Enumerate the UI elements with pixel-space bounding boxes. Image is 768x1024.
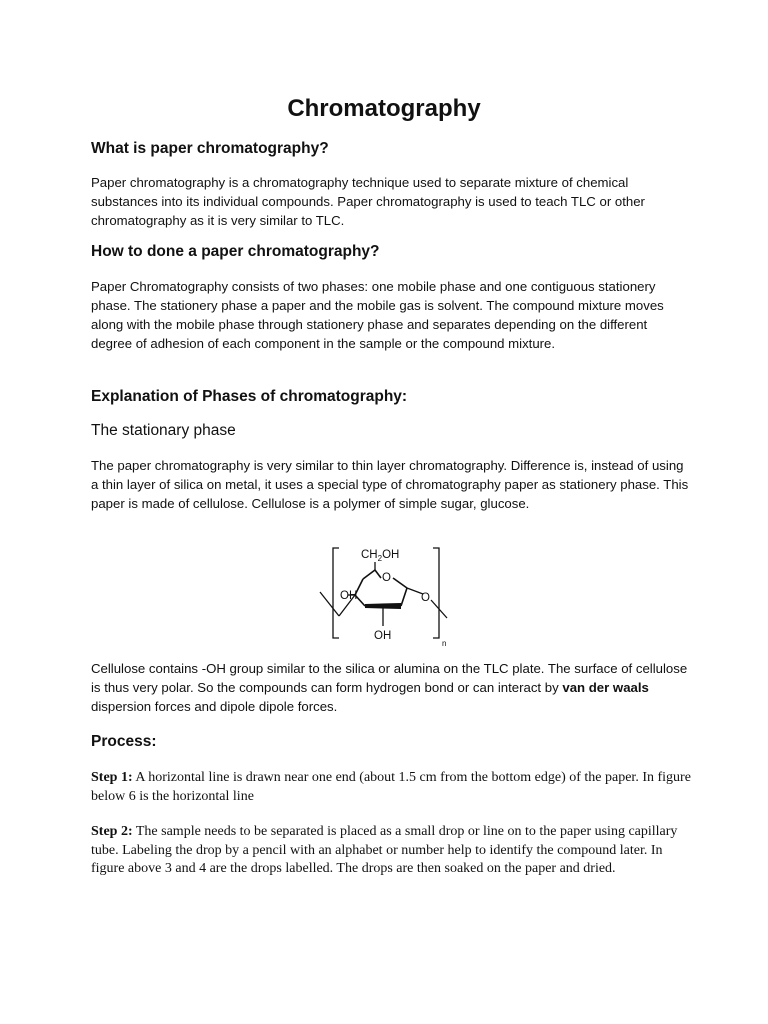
step-2-label: Step 2: [91,824,133,839]
paragraph-what-is: Paper chromatography is a chromatography technique used to separate mixture of chemical substances into its individual compounds. Paper chromatography is used to teach TLC or other chromatography as it is very similar to TLC. [91,175,645,228]
heading-how-to: How to done a paper chromatography? [91,243,380,260]
oh-left-label: OH [340,590,358,602]
step-2-paragraph: Step 2: The sample needs to be separated is placed as a small drop or line on to the paper using capillary tube. Labeling the drop by a pencil with an alphabet or number help to identify the compound later. In figure above 3 and 4 are the drops labelled. The drops are then soaked on the paper and dried. [91,824,678,876]
step-1-label: Step 1: [91,770,133,785]
cellulose-structure-figure [315,540,455,650]
van-der-waals-bold: van der waals [562,680,649,695]
svg-text:CH2OH [361,549,399,563]
page-title: Chromatography [287,95,481,122]
paragraph-how-to: Paper Chromatography consists of two phases: one mobile phase and one contiguous stationery phase. The stationery phase a paper and the mobile gas is solvent. The compound mixture moves along with the mobile phase through stationery phase and separates depending on the different degree of adhesion of each component in the sample or the compound mixture. [91,279,664,351]
heading-explanation: Explanation of Phases of chromatography: [91,388,408,405]
paragraph-stationary-phase: The paper chromatography is very similar to thin layer chromatography. Difference is, instead of using a thin layer of silica on metal, it uses a special type of chromatography paper as stationery phase. This paper is made of cellulose. Cellulose is a polymer of simple sugar, glucose. [91,458,689,511]
ch2oh-subscript: 2 [377,554,383,563]
heading-stationary-phase: The stationary phase [91,422,236,439]
ch2oh-label: CH [361,549,378,561]
ring-oxygen-label: O [382,572,391,584]
paragraph-cellulose: Cellulose contains -OH group similar to the silica or alumina on the TLC plate. The surface of cellulose is thus very polar. So the compounds can form hydrogen bond or can interact by van der waals dispersion forces and dipole dipole forces. [91,661,688,714]
heading-process: Process: [91,733,157,750]
heading-what-is: What is paper chromatography? [91,140,329,157]
step-1-paragraph: Step 1: A horizontal line is drawn near one end (about 1.5 cm from the bottom edge) of the paper. In figure below 6 is the horizontal line [91,770,691,804]
ch2oh-label-end: OH [382,549,400,561]
link-oxygen-label: O [421,592,430,604]
repeat-n-label: n [442,639,447,648]
oh-bottom-label: OH [374,630,392,642]
